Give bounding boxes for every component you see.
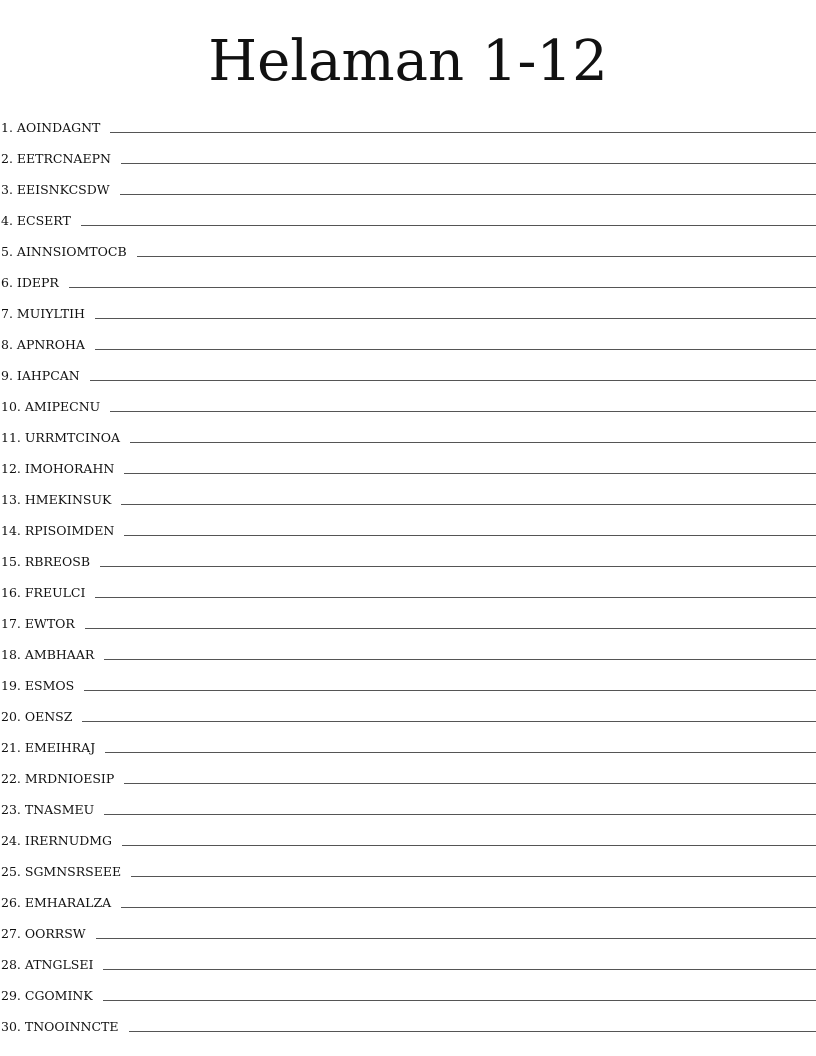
item-number: 30. (1, 1019, 21, 1034)
scramble-list (0, 106, 816, 1036)
answer-line[interactable] (124, 473, 816, 474)
scrambled-word-label (0, 213, 71, 230)
scrambled-word-label (0, 926, 86, 943)
scrambled-word: CGOMINK (24, 988, 93, 1003)
item-number: 3. (1, 182, 13, 197)
list-item (0, 230, 816, 261)
scrambled-word-label (0, 306, 85, 323)
scrambled-word: APNROHA (16, 337, 85, 352)
answer-line[interactable] (121, 907, 816, 908)
answer-line[interactable] (110, 132, 816, 133)
item-number: 15. (1, 554, 21, 569)
scrambled-word-label (0, 802, 94, 819)
scrambled-word: MRDNIOESIP (24, 771, 115, 786)
list-item (0, 509, 816, 540)
scrambled-word-label (0, 492, 111, 509)
scrambled-word-label (0, 616, 75, 633)
list-item (0, 881, 816, 912)
answer-line[interactable] (103, 969, 816, 970)
list-item (0, 323, 816, 354)
scrambled-word-label (0, 275, 59, 292)
scrambled-word-label (0, 647, 94, 664)
list-item (0, 168, 816, 199)
item-number: 29. (1, 988, 21, 1003)
list-item (0, 664, 816, 695)
scrambled-word: ECSERT (16, 213, 71, 228)
scrambled-word-label (0, 585, 85, 602)
item-number: 24. (1, 833, 21, 848)
answer-line[interactable] (95, 597, 816, 598)
scrambled-word-label (0, 151, 111, 168)
scrambled-word-label (0, 461, 114, 478)
scrambled-word: EMHARALZA (24, 895, 112, 910)
list-item (0, 1005, 816, 1036)
scrambled-word-label (0, 988, 93, 1005)
scrambled-word: AMBHAAR (24, 647, 95, 662)
answer-line[interactable] (69, 287, 816, 288)
answer-line[interactable] (82, 721, 816, 722)
list-item (0, 137, 816, 168)
answer-line[interactable] (95, 349, 816, 350)
scrambled-word: ESMOS (24, 678, 75, 693)
answer-line[interactable] (105, 752, 816, 753)
scrambled-word-label (0, 244, 127, 261)
scrambled-word-label (0, 678, 74, 695)
scrambled-word: URRMTCINOA (24, 430, 121, 445)
scrambled-word: SGMNSRSEEE (24, 864, 122, 879)
item-number: 20. (1, 709, 21, 724)
item-number: 7. (1, 306, 13, 321)
answer-line[interactable] (121, 163, 816, 164)
list-item (0, 478, 816, 509)
scrambled-word-label (0, 337, 85, 354)
scrambled-word-label (0, 120, 100, 137)
list-item (0, 788, 816, 819)
item-number: 17. (1, 616, 21, 631)
scrambled-word: MUIYLTIH (16, 306, 85, 321)
item-number: 25. (1, 864, 21, 879)
answer-line[interactable] (96, 938, 816, 939)
item-number: 9. (1, 368, 13, 383)
answer-line[interactable] (103, 1000, 816, 1001)
scrambled-word: AINNSIOMTOCB (16, 244, 127, 259)
scrambled-word: TNOOINNCTE (24, 1019, 119, 1034)
item-number: 16. (1, 585, 21, 600)
item-number: 13. (1, 492, 21, 507)
scrambled-word: AMIPECNU (24, 399, 101, 414)
list-item (0, 757, 816, 788)
answer-line[interactable] (122, 845, 816, 846)
scrambled-word-label (0, 864, 121, 881)
list-item (0, 695, 816, 726)
answer-line[interactable] (124, 535, 816, 536)
scrambled-word-label (0, 833, 112, 850)
scrambled-word: OENSZ (24, 709, 73, 724)
list-item (0, 943, 816, 974)
answer-line[interactable] (95, 318, 816, 319)
item-number: 10. (1, 399, 21, 414)
list-item (0, 633, 816, 664)
list-item (0, 850, 816, 881)
scrambled-word: FREULCI (24, 585, 86, 600)
item-number: 22. (1, 771, 21, 786)
scrambled-word: IRERNUDMG (24, 833, 113, 848)
list-item (0, 912, 816, 943)
item-number: 28. (1, 957, 21, 972)
answer-line[interactable] (100, 566, 816, 567)
item-number: 21. (1, 740, 21, 755)
list-item (0, 385, 816, 416)
item-number: 6. (1, 275, 13, 290)
item-number: 14. (1, 523, 21, 538)
answer-line[interactable] (137, 256, 816, 257)
scrambled-word-label (0, 740, 95, 757)
answer-line[interactable] (124, 783, 816, 784)
list-item (0, 416, 816, 447)
scrambled-word: IDEPR (16, 275, 59, 290)
scrambled-word: AOINDAGNT (16, 120, 101, 135)
scrambled-word: EETRCNAEPN (16, 151, 111, 166)
list-item (0, 819, 816, 850)
item-number: 23. (1, 802, 21, 817)
item-number: 2. (1, 151, 13, 166)
scrambled-word: RBREOSB (24, 554, 91, 569)
scrambled-word-label (0, 182, 110, 199)
answer-line[interactable] (104, 814, 816, 815)
list-item (0, 354, 816, 385)
item-number: 18. (1, 647, 21, 662)
list-item (0, 540, 816, 571)
item-number: 26. (1, 895, 21, 910)
scrambled-word-label (0, 554, 90, 571)
scrambled-word-label (0, 895, 111, 912)
scrambled-word: HMEKINSUK (24, 492, 112, 507)
item-number: 4. (1, 213, 13, 228)
answer-line[interactable] (85, 628, 816, 629)
list-item (0, 106, 816, 137)
list-item (0, 726, 816, 757)
scrambled-word-label (0, 399, 100, 416)
item-number: 19. (1, 678, 21, 693)
item-number: 1. (1, 120, 13, 135)
item-number: 12. (1, 461, 21, 476)
scrambled-word: EWTOR (24, 616, 75, 631)
item-number: 11. (1, 430, 21, 445)
scrambled-word: EEISNKCSDW (16, 182, 110, 197)
scrambled-word-label (0, 957, 93, 974)
item-number: 5. (1, 244, 13, 259)
scrambled-word: ATNGLSEI (24, 957, 94, 972)
answer-line[interactable] (121, 504, 816, 505)
scrambled-word: OORRSW (24, 926, 86, 941)
scrambled-word: IMOHORAHN (24, 461, 115, 476)
page-title: Helaman 1-12 (208, 29, 608, 94)
scrambled-word-label (0, 1019, 119, 1036)
scrambled-word-label (0, 430, 120, 447)
list-item (0, 602, 816, 633)
answer-line[interactable] (84, 690, 816, 691)
answer-line[interactable] (81, 225, 816, 226)
scrambled-word: EMEIHRAJ (24, 740, 96, 755)
answer-line[interactable] (130, 442, 816, 443)
answer-line[interactable] (129, 1031, 816, 1032)
answer-line[interactable] (110, 411, 816, 412)
scrambled-word-label (0, 523, 114, 540)
list-item (0, 447, 816, 478)
answer-line[interactable] (131, 876, 816, 877)
scrambled-word-label (0, 368, 80, 385)
scrambled-word: IAHPCAN (16, 368, 80, 383)
list-item (0, 199, 816, 230)
list-item (0, 571, 816, 602)
list-item (0, 292, 816, 323)
list-item (0, 974, 816, 1005)
scrambled-word-label (0, 771, 114, 788)
answer-line[interactable] (104, 659, 816, 660)
answer-line[interactable] (120, 194, 816, 195)
list-item (0, 261, 816, 292)
item-number: 8. (1, 337, 13, 352)
scrambled-word: RPISOIMDEN (24, 523, 115, 538)
answer-line[interactable] (90, 380, 816, 381)
scrambled-word: TNASMEU (24, 802, 95, 817)
scrambled-word-label (0, 709, 72, 726)
item-number: 27. (1, 926, 21, 941)
